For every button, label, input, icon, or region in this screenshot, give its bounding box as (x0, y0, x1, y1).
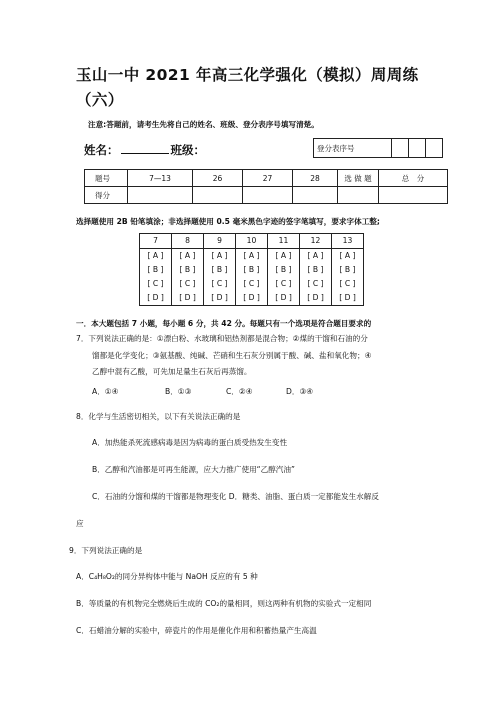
register-label: 登分表序号 (314, 139, 392, 158)
score-table (84, 169, 448, 204)
score-header-cell: 题号 (85, 170, 128, 187)
choice-b[interactable]: [ B ] (172, 263, 204, 277)
q8-option-a[interactable]: A．加热能杀死流感病毒是因为病毒的蛋白质受热发生变性 (92, 438, 288, 447)
q8-option-c-d[interactable]: C．石油的分馏和煤的干馏都是物理变化 D．糖类、油脂、蛋白质一定都能发生水解反 (92, 492, 379, 501)
choice-b[interactable]: [ B ] (332, 263, 364, 277)
class-label: 班级： (170, 143, 205, 157)
q8-option-b[interactable]: B．乙醇和汽油都是可再生能源，应大力推广使用“乙醇汽油” (92, 465, 295, 474)
q7-option-c[interactable]: C．②④ (226, 387, 253, 396)
choice-c[interactable]: [ C ] (332, 277, 364, 291)
choice-c[interactable]: [ C ] (300, 277, 332, 291)
score-cell[interactable] (128, 187, 193, 204)
choice-d[interactable]: [ D ] (300, 291, 332, 306)
score-cell[interactable] (293, 187, 338, 204)
q9-option-c[interactable]: C．石蜡油分解的实验中，碎瓷片的作用是催化作用和积蓄热量产生高温 (76, 626, 317, 635)
q9-option-b[interactable]: B．等质量的有机物完全燃烧后生成的 CO₂的量相同，则这两种有机物的实验式一定相同 (76, 599, 372, 608)
score-header-cell: 28 (293, 170, 338, 187)
choice-c[interactable]: [ C ] (268, 277, 300, 291)
choice-b[interactable]: [ B ] (268, 263, 300, 277)
q7-stem-line2: 馏都是化学变化；③氨基酸、纯碱、芒硝和生石灰分别属于酸、碱、盐和氧化物；④ (92, 351, 372, 360)
q7-stem-line3: 乙醇中混有乙酸，可先加足量生石灰后再蒸馏。 (92, 367, 252, 376)
page-title-line2: （六） (76, 91, 124, 109)
choice-d[interactable]: [ D ] (140, 291, 172, 306)
score-row-label: 得分 (85, 187, 128, 204)
question-number: 13 (332, 234, 364, 249)
choice-b[interactable]: [ B ] (140, 263, 172, 277)
score-header-cell: 总 分 (379, 170, 448, 187)
choice-c[interactable]: [ C ] (172, 277, 204, 291)
q7-option-a[interactable]: A．①④ (92, 387, 119, 396)
question-number: 11 (268, 234, 300, 249)
question-number: 12 (300, 234, 332, 249)
score-cell[interactable] (193, 187, 243, 204)
score-header-row (85, 170, 448, 187)
answer-number-row (140, 234, 364, 249)
page-title-line1: 玉山一中 2021 年高三化学强化（模拟）周周练 (76, 66, 419, 84)
q7-option-d[interactable]: D．③④ (286, 387, 314, 396)
register-cell-2[interactable] (409, 139, 426, 158)
choice-a[interactable]: [ A ] (268, 249, 300, 264)
choice-c[interactable]: [ C ] (204, 277, 236, 291)
name-blank[interactable] (121, 141, 169, 154)
question-number: 9 (204, 234, 236, 249)
name-label: 姓名： (84, 143, 119, 157)
score-cell[interactable] (379, 187, 448, 204)
q7-stem-line1: 7．下列说法正确的是：①漂白粉、水玻璃和铝热剂都是混合物；②煤的干馏和石油的分 (76, 334, 368, 343)
choice-a[interactable]: [ A ] (172, 249, 204, 264)
register-cell-3[interactable] (426, 139, 443, 158)
choice-row-d (140, 291, 364, 306)
score-cell[interactable] (338, 187, 379, 204)
q9-option-a[interactable]: A．C₄H₈O₂的同分异构体中能与 NaOH 反应的有 5 种 (76, 572, 258, 581)
question-number: 10 (236, 234, 268, 249)
answer-rule-text: 选择题使用 2B 铅笔填涂；非选择题使用 0.5 毫米黑色字迹的签字笔填写，要求字体工整; (76, 217, 380, 226)
register-cell-1[interactable] (392, 139, 409, 158)
answer-grid (139, 233, 364, 306)
notice-text: 注意:答题前，请考生先将自己的姓名、班级、登分表序号填写清楚。 (88, 120, 319, 129)
choice-c[interactable]: [ C ] (236, 277, 268, 291)
choice-a[interactable]: [ A ] (236, 249, 268, 264)
choice-row-b (140, 263, 364, 277)
score-row (85, 187, 448, 204)
q7-option-b[interactable]: B．①③ (165, 387, 192, 396)
choice-b[interactable]: [ B ] (236, 263, 268, 277)
choice-a[interactable]: [ A ] (332, 249, 364, 264)
choice-d[interactable]: [ D ] (236, 291, 268, 306)
question-number: 7 (140, 234, 172, 249)
q8-option-d-continued: 应 (76, 519, 84, 528)
choice-c[interactable]: [ C ] (140, 277, 172, 291)
choice-d[interactable]: [ D ] (172, 291, 204, 306)
choice-d[interactable]: [ D ] (332, 291, 364, 306)
score-header-cell: 27 (243, 170, 293, 187)
score-cell[interactable] (243, 187, 293, 204)
choice-row-a (140, 249, 364, 264)
choice-b[interactable]: [ B ] (300, 263, 332, 277)
score-header-cell: 7—13 (128, 170, 193, 187)
choice-a[interactable]: [ A ] (204, 249, 236, 264)
score-header-cell: 26 (193, 170, 243, 187)
choice-a[interactable]: [ A ] (300, 249, 332, 264)
q8-stem: 8．化学与生活密切相关，以下有关说法正确的是 (76, 412, 241, 421)
question-number: 8 (172, 234, 204, 249)
score-header-cell: 选 做 题 (338, 170, 379, 187)
name-class-row (84, 141, 205, 158)
choice-row-c (140, 277, 364, 291)
section-heading: 一．本大题包括 7 小题，每小题 6 分，共 42 分。每题只有一个选项是符合题目要求的 (76, 319, 372, 328)
choice-d[interactable]: [ D ] (268, 291, 300, 306)
choice-b[interactable]: [ B ] (204, 263, 236, 277)
choice-a[interactable]: [ A ] (140, 249, 172, 264)
q9-stem: 9．下列说法正确的是 (69, 546, 143, 555)
choice-d[interactable]: [ D ] (204, 291, 236, 306)
register-table (313, 138, 443, 158)
